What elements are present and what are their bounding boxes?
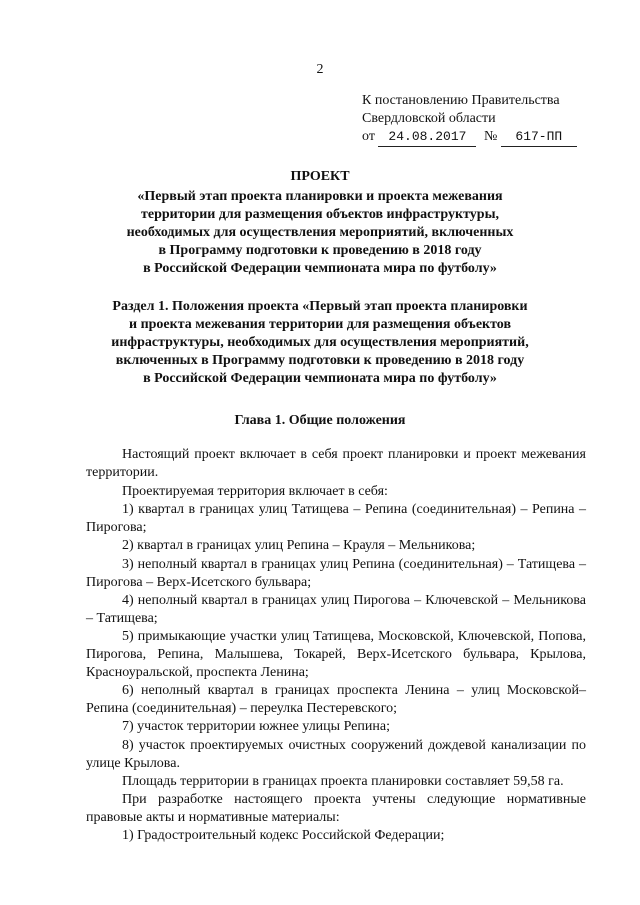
project-heading (80, 168, 560, 278)
project-title-line: «Первый этап проекта планировки и проекта межевания (137, 189, 503, 204)
list-item: 1) Градостроительный кодекс Российской Федерации; (122, 827, 445, 843)
approval-date: 24.08.2017 (378, 128, 476, 147)
project-title-line: территории для размещения объектов инфраструктуры, (141, 207, 499, 222)
list-item: 7) участок территории южнее улицы Репина; (122, 719, 390, 735)
project-title-line: в Программу подготовки к проведению в 2018 году (158, 243, 482, 258)
paragraph: Настоящий проект включает в себя проект планировки и проект межевания территории. (86, 447, 586, 481)
list-item: 2) квартал в границах улиц Репина – Крауля – Мельникова; (122, 538, 476, 554)
document-body (86, 446, 586, 845)
project-label: ПРОЕКТ (290, 169, 350, 184)
approval-stamp (362, 92, 577, 147)
section-title-line: Раздел 1. Положения проекта «Первый этап проекта планировки (112, 299, 528, 314)
approval-date-line (362, 128, 577, 147)
list-item: 4) неполный квартал в границах улиц Пирогова – Ключевской – Мельникова – Татищева; (86, 592, 586, 626)
number-label: № (483, 129, 498, 144)
approval-line-1: К постановлению Правительства (362, 93, 560, 108)
list-item: 6) неполный квартал в границах проспекта Ленина – улиц Московской–Репина (соединительная) – переулка Пестеревского; (86, 683, 586, 717)
project-title-line: в Российской Федерации чемпионата мира по футболу» (143, 261, 497, 276)
section-title-line: в Российской Федерации чемпионата мира по футболу» (143, 371, 497, 386)
paragraph: Проектируемая территория включает в себя: (122, 484, 388, 500)
list-item: 1) квартал в границах улиц Татищева – Репина (соединительная) – Репина – Пирогова; (86, 502, 586, 536)
page-number: 2 (316, 62, 324, 77)
section-title-line: инфраструктуры, необходимых для осуществления мероприятий, (111, 335, 529, 350)
list-item: 5) примыкающие участки улиц Татищева, Московской, Ключевской, Попова, Пирогова, Репина, Малышева, Токарей, Верх-Исетского бульвара, Крылова, Красноуральской, проспекта Ленина; (86, 628, 586, 681)
from-label: от (362, 129, 375, 144)
list-item: 8) участок проектируемых очистных сооружений дождевой канализации по улице Крылова. (86, 737, 586, 771)
project-title-line: необходимых для осуществления мероприятий, включенных (126, 225, 514, 240)
section-heading (80, 298, 560, 388)
approval-line-2: Свердловской области (362, 111, 496, 126)
paragraph: Площадь территории в границах проекта планировки составляет 59,58 га. (122, 773, 564, 789)
chapter-heading: Глава 1. Общие положения (234, 413, 406, 428)
list-item: 3) неполный квартал в границах улиц Репина (соединительная) – Татищева – Пирогова – Верх-Исетского бульвара; (86, 556, 586, 590)
section-title-line: включенных в Программу подготовки к проведению в 2018 году (115, 353, 525, 368)
approval-number: 617-ПП (501, 128, 577, 147)
section-title-line: и проекта межевания территории для размещения объектов (129, 317, 511, 332)
paragraph: При разработке настоящего проекта учтены следующие нормативные правовые акты и нормативные материалы: (86, 791, 586, 825)
